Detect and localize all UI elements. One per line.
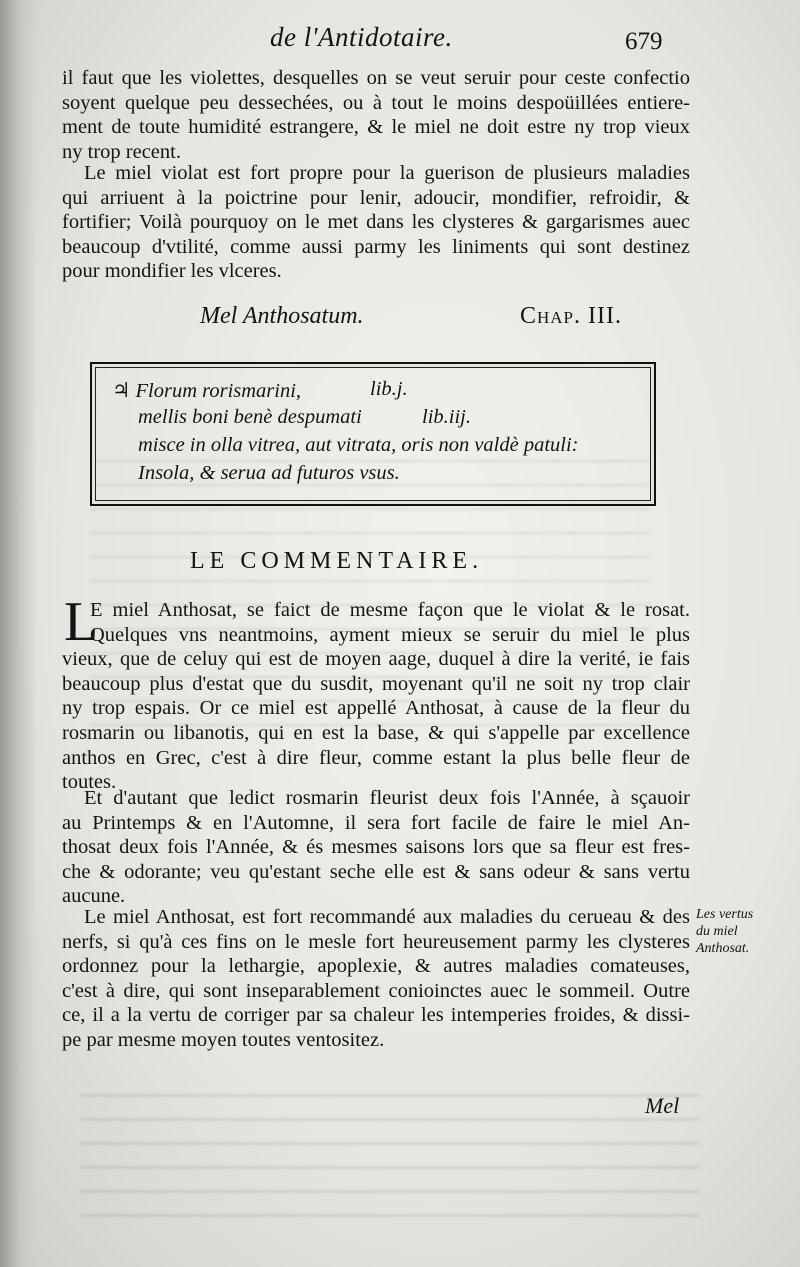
recipe-instruction: Insola, & serua ad futuros vsus. xyxy=(138,462,400,484)
text-line: beaucoup d'vtilité, comme aussi parmy les liniments qui sont destinez xyxy=(62,235,690,258)
text-line: thosat deux fois l'Année, & és mesmes saisons lors que sa fleur est fres- xyxy=(62,836,690,859)
chapter-label: Chap. III. xyxy=(520,303,622,329)
text-line: ny trop recent. xyxy=(62,140,181,163)
recipe-ingredient: ♃ Florum rorismarini, xyxy=(112,380,302,402)
text-line: pe par mesme moyen toutes ventositez. xyxy=(62,1028,385,1051)
text-line: ordonnez pour la lethargie, apoplexie, & autres maladies comateuses, xyxy=(62,955,690,978)
paragraph-rosmarin xyxy=(62,786,690,909)
text-line: Le miel Anthosat, est fort recommandé aux maladies du cerueau & des xyxy=(84,906,690,928)
running-head: de l'Antidotaire. xyxy=(270,22,453,52)
text-line: qui arriuent à la poictrine pour lenir, adoucir, mondifier, refroidir, & xyxy=(62,186,690,209)
text-line: che & odorante; veu qu'estant seche elle est & sans odeur & sans vertu xyxy=(62,860,690,883)
text-line: soyent quelque peu dessechées, ou à tout le moins despoüillées entiere- xyxy=(62,91,690,114)
text-line: Le miel violat est fort propre pour la guerison de plusieurs maladies xyxy=(84,162,690,184)
catchword: Mel xyxy=(645,1093,680,1118)
text-line: il faut que les violettes, desquelles on se veut seruir pour ceste confectio xyxy=(62,67,690,89)
marginal-note-line: Anthosat. xyxy=(696,941,750,956)
marginal-note xyxy=(696,906,796,957)
commentary-heading: LE COMMENTAIRE. xyxy=(190,548,484,574)
paragraph-anthosat-intro xyxy=(62,598,690,795)
text-line: fortifier; Voilà pourquoy on le met dans les clysteres & gargarismes auec xyxy=(62,211,690,234)
page-number: 679 xyxy=(625,28,663,55)
text-line: ment de toute humidité estrangere, & le miel ne doit estre ny trop vieux xyxy=(62,116,690,139)
paragraph-vertus xyxy=(62,905,690,1053)
paragraph-violettes xyxy=(62,66,690,164)
chapter-title: Mel Anthosatum. xyxy=(200,303,364,329)
marginal-note-line: Les vertus xyxy=(696,907,754,922)
text-line: ny trop espais. Or ce miel est appellé Anthosat, à cause de la fleur du xyxy=(62,697,690,720)
text-line: aucune. xyxy=(62,885,126,908)
text-line: nerfs, si qu'à ces fins on le mesle fort heureusement parmy les clysteres xyxy=(62,930,690,953)
recipe-box xyxy=(90,362,656,506)
text-line: pour mondifier les vlceres. xyxy=(62,260,282,283)
show-through-texture-bottom xyxy=(80,1080,700,1230)
chapter-heading xyxy=(200,303,630,330)
drop-cap: L xyxy=(64,591,99,653)
text-line: rosmarin ou libanotis, qui en est la base, & qui s'appelle par excellence xyxy=(62,721,690,744)
recipe-ingredient: mellis boni benè despumati xyxy=(138,406,362,428)
text-line: E miel Anthosat, se faict de mesme façon que le violat & le rosat. xyxy=(90,599,690,621)
text-line: beaucoup plus d'estat que du susdit, moyenant qu'il ne soit ny trop clair xyxy=(62,672,690,695)
recipe-quantity: lib.j. xyxy=(370,378,408,400)
text-line: Et d'autant que ledict rosmarin fleurist deux fois l'Année, à sçauoir xyxy=(84,787,690,809)
text-line: c'est à dire, qui sont inseparablement conioinctes auec le sommeil. Outre xyxy=(62,979,690,1002)
text-line: ce, il a la vertu de corriger par sa chaleur les intemperies froides, & dissi- xyxy=(62,1004,690,1027)
text-line: toutes. xyxy=(62,771,117,794)
recipe-instruction: misce in olla vitrea, aut vitrata, oris non valdè patuli: xyxy=(138,434,579,456)
text-line: vieux, que de celuy qui est de moyen aage, duquel à dire la verité, ie fais xyxy=(62,648,690,671)
text-line: Quelques vns neantmoins, ayment mieux se seruir du miel le plus xyxy=(90,623,690,646)
text-line: au Printemps & en l'Automne, il sera fort facile de faire le miel An- xyxy=(62,811,690,834)
marginal-note-line: du miel xyxy=(696,924,738,939)
text-line: anthos en Grec, c'est à dire fleur, comme estant la plus belle fleur de xyxy=(62,746,690,769)
paragraph-miel-violat xyxy=(62,161,690,284)
recipe-quantity: lib.iij. xyxy=(422,406,471,428)
